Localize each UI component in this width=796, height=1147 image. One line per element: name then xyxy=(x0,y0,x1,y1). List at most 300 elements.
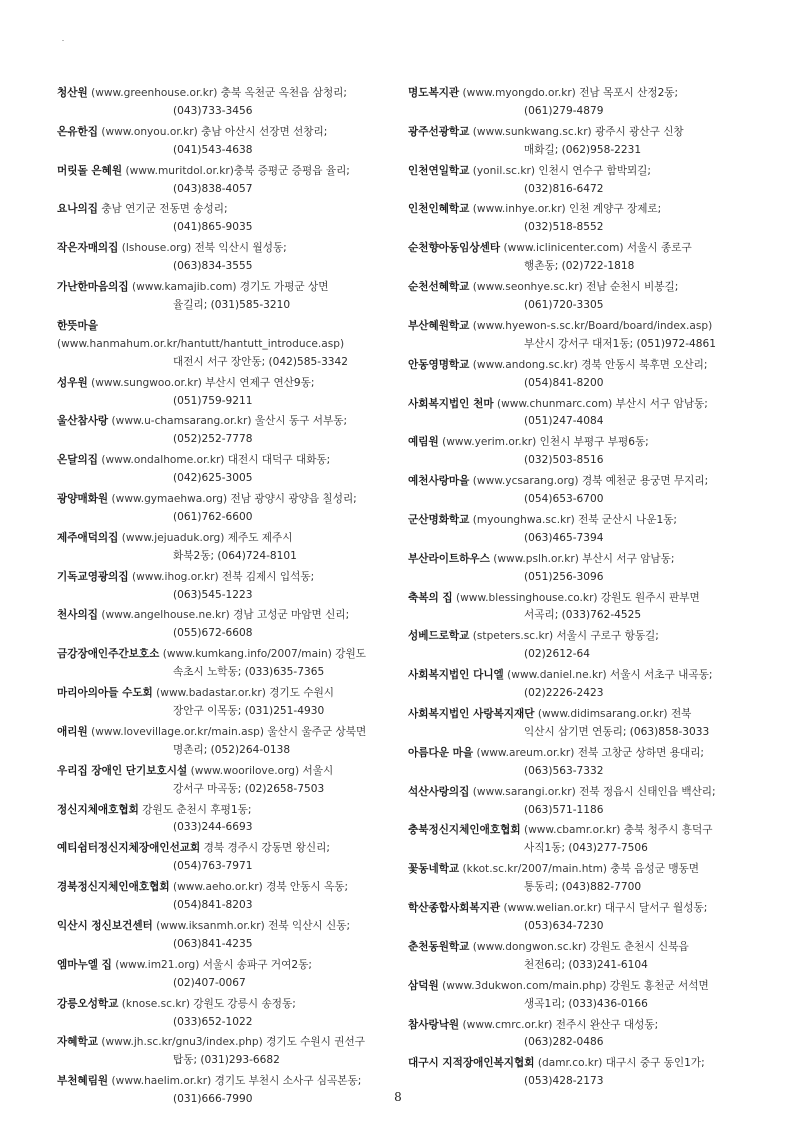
entry-first-line xyxy=(57,802,387,820)
entry-first-line xyxy=(408,434,738,452)
entry-address: 강원도 홍천군 서석면 xyxy=(606,979,709,992)
directory-entry xyxy=(57,646,387,682)
entry-name: 강릉오성학교 xyxy=(57,997,119,1010)
entry-first-line xyxy=(408,1017,738,1035)
entry-website: (www.ondalhome.or.kr) xyxy=(101,454,225,467)
directory-entry xyxy=(408,279,738,315)
entry-first-line xyxy=(408,590,738,608)
entry-first-line xyxy=(57,375,387,393)
entry-first-line xyxy=(408,1055,738,1073)
entry-name: 정신지체애호협회 xyxy=(57,803,139,816)
entry-first-line xyxy=(57,413,387,431)
entry-first-line xyxy=(408,900,738,918)
entry-website: (www.lovevillage.or.kr/main.asp) xyxy=(91,725,265,738)
directory-entry xyxy=(57,318,387,372)
entry-name: 부산라이트하우스 xyxy=(408,552,490,565)
entry-website: (www.seonhye.sc.kr) xyxy=(472,281,583,294)
entry-address: 전북 정읍시 신태인읍 백산리; xyxy=(575,785,716,798)
directory-entry xyxy=(57,802,387,838)
entry-first-line xyxy=(57,279,387,297)
entry-first-line xyxy=(57,530,387,548)
directory-entry xyxy=(408,745,738,781)
entry-website: (www.gymaehwa.org) xyxy=(111,493,228,506)
directory-entry xyxy=(408,473,738,509)
entry-first-line xyxy=(408,396,738,414)
entry-website: (www.kumkang.info/2007/main) xyxy=(162,648,332,661)
entry-first-line xyxy=(57,607,387,625)
entry-name: 작은자매의집 xyxy=(57,242,119,255)
entry-name: 부천혜림원 xyxy=(57,1075,109,1088)
entry-contact: (051)247-4084 xyxy=(524,415,604,428)
right-column xyxy=(408,85,738,1094)
entry-address: 광주시 광산구 신창 xyxy=(591,125,684,138)
entry-address: 인천시 부평구 부평6동; xyxy=(536,436,649,449)
entry-address: 서울시 서초구 내곡동; xyxy=(606,669,713,682)
entry-website: (www.didimsarang.or.kr) xyxy=(537,708,668,720)
entry-first-line xyxy=(57,85,387,103)
entry-contact: (061)279-4879 xyxy=(524,104,604,117)
entry-contact: (054)841-8203 xyxy=(173,899,253,912)
entry-contact: (061)720-3305 xyxy=(524,298,604,311)
directory-entry xyxy=(57,607,387,643)
directory-entry xyxy=(57,375,387,411)
entry-address: 충남 연기군 전동면 송성리; xyxy=(101,203,228,216)
entry-first-line xyxy=(408,124,738,142)
entry-first-line xyxy=(57,201,387,219)
entry-address: 강원도 강릉시 송정동; xyxy=(189,997,296,1010)
entry-contact: (054)763-7971 xyxy=(173,860,253,873)
directory-entry xyxy=(408,201,738,237)
entry-address: 충북 증평군 증평읍 율리; xyxy=(233,164,350,177)
entry-first-line xyxy=(408,512,738,530)
entry-address: 서울시 구로구 항동길; xyxy=(553,630,659,643)
entry-website: (www.ihog.or.kr) xyxy=(132,570,219,583)
entry-contact: (031)666-7990 xyxy=(173,1093,253,1106)
entry-contact: 매화길; (062)958-2231 xyxy=(524,143,642,156)
entry-first-line xyxy=(57,491,387,509)
entry-website: (www.jejuaduk.org) xyxy=(121,531,225,544)
entry-address: 충남 아산시 선장면 선창리; xyxy=(197,125,328,138)
entry-website: (www.aeho.or.kr) xyxy=(172,881,263,894)
entry-contact: (051)256-3096 xyxy=(524,570,604,583)
entry-website: (www.andong.sc.kr) xyxy=(472,358,578,371)
entry-name: 기독교영광의집 xyxy=(57,570,129,583)
entry-contact: (055)672-6608 xyxy=(173,627,253,640)
entry-address: 전북 김제시 입석동; xyxy=(218,570,315,583)
directory-entry xyxy=(408,396,738,432)
entry-name: 성베드로학교 xyxy=(408,630,470,643)
entry-address: 강원도 xyxy=(331,648,366,661)
entry-website: (www.hyewon-s.sc.kr/Board/board/index.asp) xyxy=(472,319,713,332)
entry-address: 대전시 대덕구 대화동; xyxy=(224,454,331,467)
entry-contact: (02)407-0067 xyxy=(173,976,246,989)
entry-address: 인천시 연수구 함박뫼길; xyxy=(534,164,651,177)
entry-first-line xyxy=(57,124,387,142)
entry-website: (www.ycsarang.org) xyxy=(472,475,579,488)
entry-website: (yonil.sc.kr) xyxy=(472,164,535,177)
directory-entry xyxy=(408,628,738,664)
scan-dot xyxy=(62,40,64,41)
entry-name: 애리원 xyxy=(57,725,88,738)
entry-address: 충북 음성군 맹동면 xyxy=(607,863,700,876)
entry-first-line xyxy=(57,163,387,181)
entry-name: 순천선혜학교 xyxy=(408,281,470,294)
directory-entry xyxy=(408,590,738,626)
entry-contact: (063)563-7332 xyxy=(524,764,604,777)
directory-entry xyxy=(57,124,387,160)
entry-contact: (051)759-9211 xyxy=(173,394,253,407)
directory-entry xyxy=(408,822,738,858)
directory-entry xyxy=(408,124,738,160)
entry-address: 경북 경주시 강동면 왕신리; xyxy=(203,842,330,855)
directory-entry xyxy=(408,861,738,897)
entry-first-line xyxy=(408,551,738,569)
entry-address: 전남 순천시 비봉길; xyxy=(582,281,679,294)
entry-address: 서울시 송파구 거여2동; xyxy=(199,958,312,971)
entry-contact: 탑동; (031)293-6682 xyxy=(173,1054,280,1067)
entry-address: 전북 익산시 월성동; xyxy=(191,242,287,255)
directory-entry xyxy=(57,163,387,199)
entry-address: 대구시 중구 동인1가; xyxy=(602,1057,705,1070)
entry-website: (www.pslh.or.kr) xyxy=(493,552,579,565)
entry-name: 군산명화학교 xyxy=(408,513,470,526)
entry-contact: (042)625-3005 xyxy=(173,472,253,485)
entry-contact: (053)428-2173 xyxy=(524,1075,604,1088)
entry-name: 학산종합사회복지관 xyxy=(408,902,501,915)
directory-entry xyxy=(408,900,738,936)
entry-website: (www.muritdol.or.kr) xyxy=(125,164,234,177)
entry-name: 안동영명학교 xyxy=(408,358,470,371)
entry-name: 천사의집 xyxy=(57,609,98,622)
entry-address: 부산시 서구 암남동; xyxy=(578,552,675,565)
entry-contact: (043)733-3456 xyxy=(173,104,253,117)
directory-entry xyxy=(57,491,387,527)
directory-entry xyxy=(57,85,387,121)
entry-first-line xyxy=(408,822,738,840)
directory-entry xyxy=(408,939,738,975)
entry-name: 우리집 장애인 단기보호시설 xyxy=(57,764,188,777)
entry-first-line xyxy=(57,840,387,858)
directory-entry xyxy=(57,879,387,915)
directory-entry xyxy=(408,1017,738,1053)
directory-entry xyxy=(408,706,738,742)
entry-address: 경북 예천군 용궁면 무지리; xyxy=(578,475,709,488)
entry-name: 석산사랑의집 xyxy=(408,785,470,798)
entry-contact: 통동리; (043)882-7700 xyxy=(524,881,642,894)
entry-name: 온유한집 xyxy=(57,125,98,138)
entry-name: 대구시 지적장애인복지협회 xyxy=(408,1057,535,1070)
entry-name: 제주애덕의집 xyxy=(57,531,119,544)
entry-name: 사회복지법인 천마 xyxy=(408,397,494,410)
entry-first-line xyxy=(408,628,738,646)
directory-entry xyxy=(408,978,738,1014)
directory-entry xyxy=(408,85,738,121)
directory-entry xyxy=(57,763,387,799)
left-column xyxy=(57,85,387,1112)
entry-website: (stpeters.sc.kr) xyxy=(472,630,554,643)
entry-name: 춘천동원학교 xyxy=(408,940,470,953)
entry-address: 인천 계양구 장제로; xyxy=(565,203,662,216)
entry-contact: (041)865-9035 xyxy=(173,221,253,234)
entry-name: 엠마누엘 집 xyxy=(57,958,112,971)
entry-address: 경기도 수원시 xyxy=(265,687,335,700)
entry-name: 참사랑낙원 xyxy=(408,1018,460,1031)
entry-contact: 화북2동; (064)724-8101 xyxy=(173,549,297,562)
entry-contact: 사직1동; (043)277-7506 xyxy=(524,842,648,855)
entry-website: (lshouse.org) xyxy=(121,242,192,255)
entry-first-line xyxy=(57,957,387,975)
entry-name: 아름다운 마을 xyxy=(408,746,474,759)
directory-entry xyxy=(408,551,738,587)
entry-name: 인천인혜학교 xyxy=(408,203,470,216)
entry-contact: 행촌동; (02)722-1818 xyxy=(524,260,635,273)
entry-contact: (043)838-4057 xyxy=(173,182,253,195)
entry-address: 울산시 동구 서부동; xyxy=(251,415,348,428)
entry-address: 부산시 서구 암남동; xyxy=(612,397,708,410)
entry-address: 경기도 수원시 권선구 xyxy=(262,1036,365,1049)
entry-first-line xyxy=(408,318,738,336)
entry-address: 전남 광양시 광양읍 칠성리; xyxy=(227,493,357,506)
entry-first-line xyxy=(57,569,387,587)
entry-website: (www.dongwon.sc.kr) xyxy=(472,940,587,953)
directory-entry xyxy=(408,784,738,820)
entry-address: 강원도 춘천시 신북읍 xyxy=(586,940,689,953)
entry-address: 전북 xyxy=(667,708,692,720)
entry-name: 순천향아동임상센타 xyxy=(408,242,501,255)
entry-contact: 명촌리; (052)264-0138 xyxy=(173,743,291,756)
entry-website: (www.myongdo.or.kr) xyxy=(462,87,576,99)
entry-first-line xyxy=(57,763,387,781)
entry-website: (www.badastar.or.kr) xyxy=(156,687,266,700)
entry-website: (www.onyou.or.kr) xyxy=(101,125,198,138)
entry-first-line xyxy=(57,724,387,742)
entry-contact: (054)653-6700 xyxy=(524,493,604,506)
entry-first-line xyxy=(57,646,387,664)
entry-first-line xyxy=(408,939,738,957)
entry-first-line xyxy=(408,85,738,103)
entry-name: 한뜻마을 xyxy=(57,319,98,332)
entry-name: 삼덕원 xyxy=(408,979,439,992)
directory-entry xyxy=(57,840,387,876)
entry-website: (knose.sc.kr) xyxy=(121,997,190,1010)
entry-address: 강원도 춘천시 후평1동; xyxy=(142,803,252,816)
entry-address: 전주시 완산구 대성동; xyxy=(552,1018,659,1031)
entry-name: 명도복지관 xyxy=(408,87,460,99)
entry-contact: (041)543-4638 xyxy=(173,143,253,156)
entry-website: (www.jh.sc.kr/gnu3/index.php) xyxy=(101,1036,263,1049)
entry-website: (www.daniel.ne.kr) xyxy=(507,669,607,682)
entry-first-line xyxy=(408,201,738,219)
entry-contact: (02)2612-64 xyxy=(524,648,591,661)
entry-contact: (052)252-7778 xyxy=(173,433,253,446)
entry-name: 예천사랑마을 xyxy=(408,475,470,488)
entry-first-line xyxy=(57,685,387,703)
entry-website: (www.welian.or.kr) xyxy=(503,902,602,915)
entry-website: (www.hanmahum.or.kr/hantutt/hantutt_introduce.asp) xyxy=(57,337,345,350)
entry-contact: 강서구 마곡동; (02)2658-7503 xyxy=(173,782,325,795)
entry-contact: 익산시 삼기면 연동리; (063)858-3033 xyxy=(524,725,710,738)
entry-website: (www.im21.org) xyxy=(115,958,200,971)
directory-entry xyxy=(57,569,387,605)
entry-name: 온달의집 xyxy=(57,454,98,467)
entry-address: 대구시 달서구 월성동; xyxy=(601,902,708,915)
entry-contact: (053)634-7230 xyxy=(524,919,604,932)
entry-contact: (063)465-7394 xyxy=(524,531,604,544)
directory-entry xyxy=(408,240,738,276)
entry-contact: 장안구 이목동; (031)251-4930 xyxy=(173,705,325,717)
entry-website: (www.greenhouse.or.kr) xyxy=(91,87,218,99)
entry-first-line xyxy=(57,318,387,354)
entry-address: 전북 고창군 상하면 용대리; xyxy=(574,746,704,759)
entry-name: 요나의집 xyxy=(57,203,98,216)
entry-name: 광주선광학교 xyxy=(408,125,470,138)
entry-name: 사회복지법인 사랑복지재단 xyxy=(408,708,535,720)
directory-entry xyxy=(408,163,738,199)
entry-name: 예림원 xyxy=(408,436,439,449)
entry-website: (www.sungwoo.or.kr) xyxy=(91,376,202,389)
directory-entry xyxy=(408,667,738,703)
directory-entry xyxy=(408,318,738,354)
entry-name: 광양매화원 xyxy=(57,493,109,506)
directory-entry xyxy=(57,413,387,449)
entry-website: (www.areum.or.kr) xyxy=(476,746,575,759)
entry-website: (www.iksanmh.or.kr) xyxy=(156,919,265,932)
directory-entry xyxy=(57,918,387,954)
entry-contact: (032)503-8516 xyxy=(524,454,604,467)
entry-address: 경북 안동시 옥동; xyxy=(262,881,349,894)
directory-entry xyxy=(408,512,738,548)
entry-address: 강원도 원주시 판부면 xyxy=(597,591,700,604)
directory-entry xyxy=(57,685,387,721)
entry-name: 부산혜원학교 xyxy=(408,319,470,332)
entry-contact: 천전6리; (033)241-6104 xyxy=(524,958,648,971)
entry-address: 경남 고성군 마암면 신리; xyxy=(229,609,350,622)
entry-website: (kkot.sc.kr/2007/main.htm) xyxy=(462,863,608,876)
entry-contact: (061)762-6600 xyxy=(173,510,253,523)
entry-name: 꽃동네학교 xyxy=(408,863,460,876)
entry-contact: (033)652-1022 xyxy=(173,1015,253,1028)
directory-entry xyxy=(57,996,387,1032)
entry-website: (www.haelim.or.kr) xyxy=(111,1075,212,1088)
entry-website: (www.blessinghouse.co.kr) xyxy=(456,591,598,604)
entry-contact: (063)841-4235 xyxy=(173,937,253,950)
entry-first-line xyxy=(57,452,387,470)
entry-contact: (02)2226-2423 xyxy=(524,687,604,700)
directory-entry xyxy=(408,357,738,393)
entry-website: (www.chunmarc.com) xyxy=(496,397,613,410)
entry-name: 경북정신지체인애호협회 xyxy=(57,881,170,894)
directory-entry xyxy=(408,1055,738,1091)
entry-first-line xyxy=(57,1034,387,1052)
page-number: 8 xyxy=(394,1090,402,1104)
entry-website: (www.iclinicenter.com) xyxy=(503,242,624,255)
entry-contact: 대전시 서구 장안동; (042)585-3342 xyxy=(173,355,349,368)
entry-first-line xyxy=(408,978,738,996)
directory-entry xyxy=(408,434,738,470)
directory-entry xyxy=(57,724,387,760)
entry-first-line xyxy=(408,706,738,724)
directory-entry xyxy=(57,240,387,276)
entry-name: 인천연일학교 xyxy=(408,164,470,177)
entry-name: 청산원 xyxy=(57,87,88,99)
entry-contact: (063)571-1186 xyxy=(524,803,604,816)
entry-contact: (063)282-0486 xyxy=(524,1036,604,1049)
entry-address: 제주도 제주시 xyxy=(224,531,293,544)
entry-contact: 서곡리; (033)762-4525 xyxy=(524,609,642,622)
entry-name: 머릿돌 은혜원 xyxy=(57,164,123,177)
directory-entry xyxy=(57,452,387,488)
entry-contact: 율길리; (031)585-3210 xyxy=(173,298,291,311)
entry-first-line xyxy=(57,996,387,1014)
entry-address: 전북 군산시 나운1동; xyxy=(574,513,677,526)
entry-address: 서울시 종로구 xyxy=(623,242,692,255)
entry-first-line xyxy=(408,357,738,375)
directory-entry xyxy=(57,201,387,237)
entry-first-line xyxy=(408,667,738,685)
entry-website: (www.yerim.or.kr) xyxy=(442,436,537,449)
entry-website: (www.3dukwon.com/main.php) xyxy=(442,979,607,992)
entry-address: 울산시 울주군 상북면 xyxy=(264,725,367,738)
entry-website: (www.angelhouse.ne.kr) xyxy=(101,609,230,622)
entry-name: 울산참사랑 xyxy=(57,415,109,428)
entry-contact: (032)816-6472 xyxy=(524,182,604,195)
entry-first-line xyxy=(408,163,738,181)
entry-contact: 부산시 강서구 대저1동; (051)972-4861 xyxy=(524,337,717,350)
entry-first-line xyxy=(408,861,738,879)
entry-website: (www.cbamr.or.kr) xyxy=(523,824,621,837)
entry-name: 축복의 집 xyxy=(408,591,453,604)
entry-address: 부산시 연제구 연산9동; xyxy=(201,376,315,389)
entry-address: 경북 안동시 북후면 오산리; xyxy=(577,358,708,371)
entry-website: (www.cmrc.or.kr) xyxy=(462,1018,553,1031)
entry-name: 예티쉼터정신지체장애인선교회 xyxy=(57,842,201,855)
entry-contact: (054)841-8200 xyxy=(524,376,604,389)
entry-contact: (032)518-8552 xyxy=(524,221,604,234)
entry-website: (myounghwa.sc.kr) xyxy=(472,513,575,526)
directory-entry xyxy=(57,1034,387,1070)
directory-entry xyxy=(57,530,387,566)
entry-name: 가난한마음의집 xyxy=(57,281,129,294)
entry-contact: 속초시 노학동; (033)635-7365 xyxy=(173,666,325,679)
entry-name: 충북정신지체인애호협회 xyxy=(408,824,521,837)
entry-first-line xyxy=(57,918,387,936)
entry-address: 경기도 부천시 소사구 심곡본동; xyxy=(211,1075,362,1088)
entry-first-line xyxy=(408,473,738,491)
entry-website: (www.woorilove.org) xyxy=(190,764,300,777)
entry-website: (damr.co.kr) xyxy=(537,1057,603,1070)
entry-first-line xyxy=(408,279,738,297)
entry-website: (www.sunkwang.sc.kr) xyxy=(472,125,592,138)
entry-address: 전남 목포시 산정2동; xyxy=(575,87,679,99)
entry-name: 사회복지법인 다니엘 xyxy=(408,669,504,682)
entry-address: 경기도 가평군 상면 xyxy=(236,281,329,294)
directory-entry xyxy=(57,957,387,993)
entry-first-line xyxy=(57,879,387,897)
directory-entry xyxy=(57,279,387,315)
entry-first-line xyxy=(408,784,738,802)
entry-address: 전북 익산시 신동; xyxy=(264,919,351,932)
entry-contact: (063)545-1223 xyxy=(173,588,253,601)
entry-first-line xyxy=(408,240,738,258)
entry-name: 금강장애인주간보호소 xyxy=(57,648,160,661)
entry-website: (www.u-chamsarang.or.kr) xyxy=(111,415,252,428)
entry-website: (www.kamajib.com) xyxy=(132,281,237,294)
entry-website: (www.inhye.or.kr) xyxy=(472,203,566,216)
entry-name: 자혜학교 xyxy=(57,1036,98,1049)
entry-contact: (033)244-6693 xyxy=(173,821,253,834)
entry-contact: 생곡1리; (033)436-0166 xyxy=(524,997,648,1010)
entry-name: 마리아의아들 수도회 xyxy=(57,687,153,700)
